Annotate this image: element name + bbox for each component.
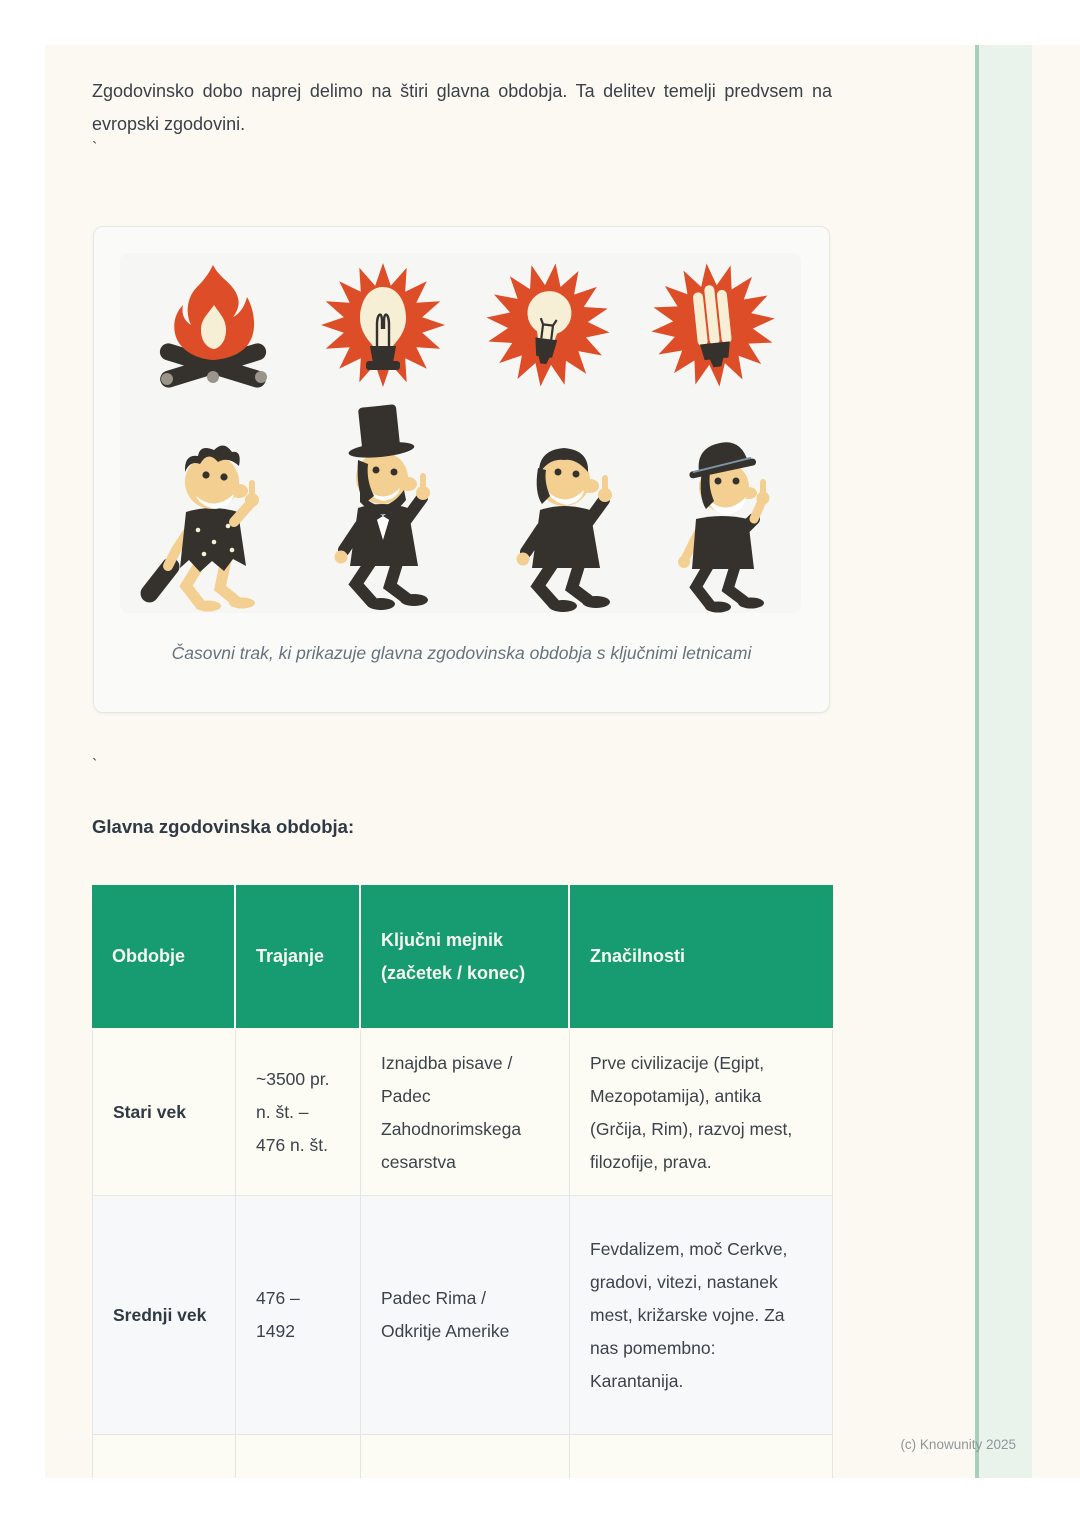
cell-znacilnosti: Prve civilizacije (Egipt, Mezopotamija), antika (Grčija, Rim), razvoj mest, filozofije, prava. [570,1030,833,1196]
cell-trajanje: 476 – 1492 [236,1196,361,1435]
header-znacilnosti: Značilnosti [570,885,833,1030]
stray-backtick-2: ` [92,757,98,774]
header-kljucni-mejnik: Ključni mejnik (začetek / konec) [361,885,570,1030]
table-row-partial [92,1435,833,1478]
intro-paragraph: Zgodovinsko dobo naprej delimo na štiri glavna obdobja. Ta delitev temelji predvsem na evropski zgodovini. [92,81,832,134]
cell-znacilnosti [570,1435,833,1478]
history-periods-table [92,885,833,1478]
cell-znacilnosti: Fevdalizem, moč Cerkve, gradovi, vitezi, nastanek mest, križarske vojne. Za nas pomembno: Karantanija. [570,1196,833,1435]
section-heading: Glavna zgodovinska obdobja: [92,816,355,837]
caveman-figure [137,445,259,611]
timeline-figure-card [93,226,830,713]
table-row-srednji-vek [92,1196,833,1435]
table-row-stari-vek [92,1030,833,1196]
cell-obdobje [92,1435,236,1478]
cell-mejnik: Iznajdba pisave / Padec Zahodnorimskega cesarstva [361,1030,570,1196]
cell-obdobje: Srednji vek [92,1196,236,1435]
history-periods-table-wrap [92,885,833,1478]
header-trajanje: Trajanje [236,885,361,1030]
cfl-bulb-burst-icon [645,257,781,393]
suit-man-figure [517,448,613,612]
table-header-row [92,885,833,1030]
figure-caption: Časovni trak, ki prikazuje glavna zgodovinska obdobja s ključnimi letnicami [171,643,752,663]
cell-trajanje: ~3500 pr. n. št. – 476 n. št. [236,1030,361,1196]
campfire-icon [158,265,268,390]
top-hat-man-figure [335,403,431,610]
cell-trajanje [236,1435,361,1478]
right-green-stripe [975,45,1032,1478]
header-obdobje: Obdobje [92,885,236,1030]
incandescent-bulb-burst-icon [321,263,445,387]
cell-mejnik [361,1435,570,1478]
cell-mejnik: Padec Rima / Odkritje Amerike [361,1196,570,1435]
bowler-hat-man-figure [678,436,770,612]
timeline-illustration [120,253,801,613]
round-bulb-burst-icon [479,256,617,394]
cell-obdobje: Stari vek [92,1030,236,1196]
document-page [45,45,1080,1478]
stray-backtick-1: ` [92,140,98,157]
timeline-illustration-panel [120,253,801,613]
copyright-watermark: (c) Knowunity 2025 [900,1437,1016,1452]
